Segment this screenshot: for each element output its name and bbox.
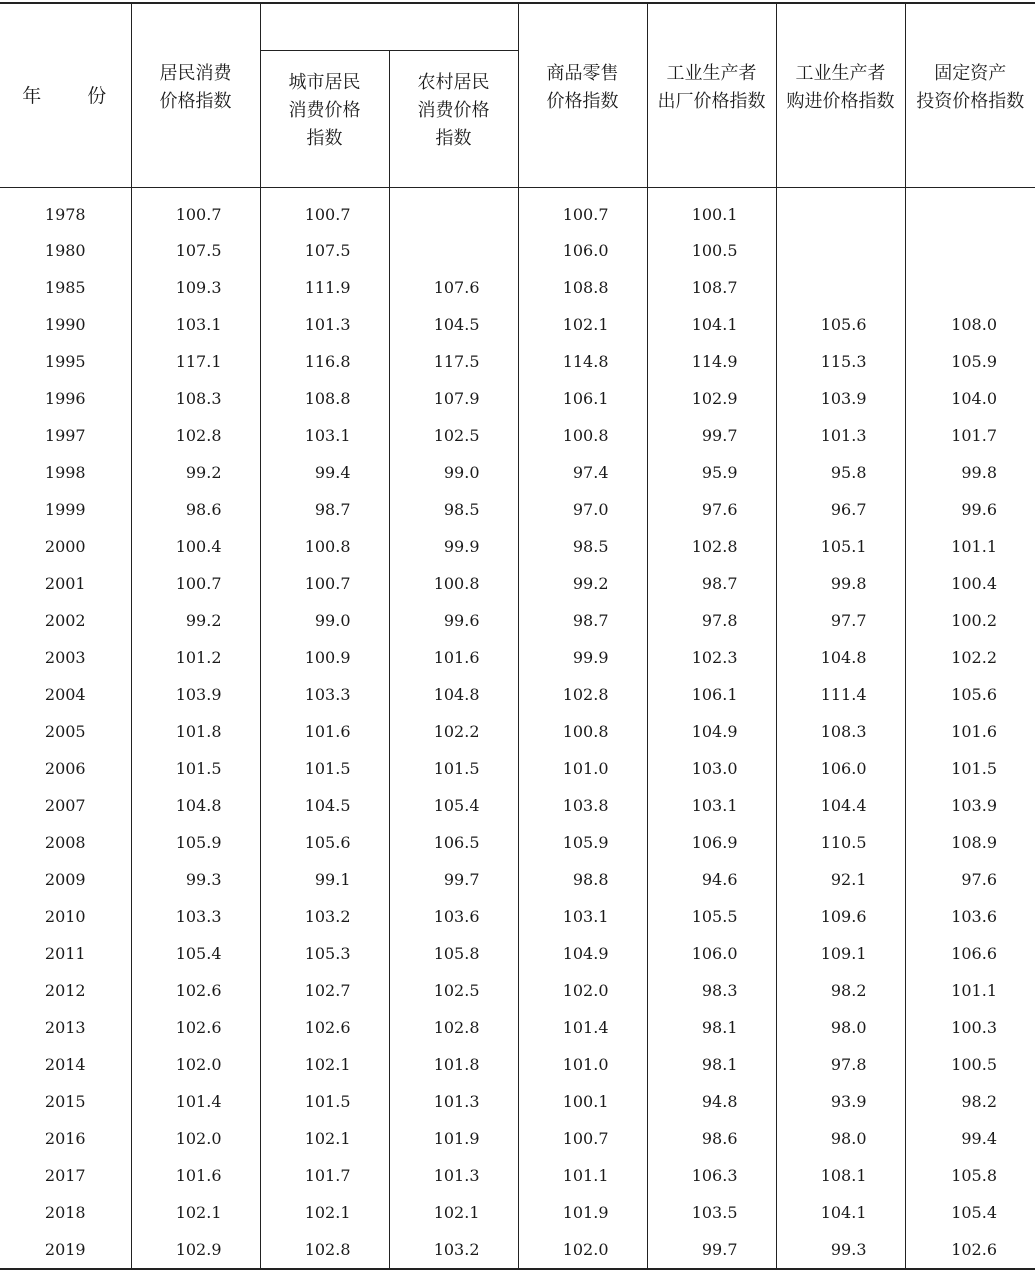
row-value-cell: 101.1	[905, 528, 1035, 565]
row-value-cell: 95.8	[776, 454, 905, 491]
table-row	[0, 188, 1035, 233]
row-value-cell: 101.9	[518, 1194, 647, 1231]
row-value-cell: 99.7	[389, 861, 518, 898]
row-value-cell: 100.2	[905, 602, 1035, 639]
row-value-cell: 102.8	[647, 528, 776, 565]
table-row	[0, 528, 1035, 565]
row-value-cell: 102.8	[260, 1231, 389, 1269]
table-row	[0, 824, 1035, 861]
row-year-cell: 2000	[44, 537, 86, 556]
row-value-cell: 102.0	[131, 1046, 260, 1083]
row-value-cell: 109.1	[776, 935, 905, 972]
row-value-cell: 98.7	[260, 491, 389, 528]
row-year-cell: 1998	[44, 463, 86, 482]
row-value-cell: 102.2	[905, 639, 1035, 676]
row-value-cell: 103.6	[389, 898, 518, 935]
row-value-cell: 105.6	[776, 306, 905, 343]
row-year-cell: 2010	[44, 907, 86, 926]
row-value-cell: 105.3	[260, 935, 389, 972]
row-value-cell: 100.7	[260, 188, 389, 233]
row-value-cell: 99.9	[518, 639, 647, 676]
row-year-cell: 2016	[44, 1129, 86, 1148]
row-value-cell: 102.6	[260, 1009, 389, 1046]
row-value-cell: 100.7	[518, 188, 647, 233]
row-value-cell	[776, 232, 905, 269]
row-value-cell: 105.4	[905, 1194, 1035, 1231]
row-value-cell: 100.7	[260, 565, 389, 602]
row-value-cell: 98.5	[518, 528, 647, 565]
row-value-cell: 102.3	[647, 639, 776, 676]
row-value-cell: 97.6	[905, 861, 1035, 898]
row-value-cell: 103.9	[776, 380, 905, 417]
row-value-cell: 102.1	[389, 1194, 518, 1231]
row-value-cell: 99.8	[905, 454, 1035, 491]
row-value-cell: 99.2	[131, 602, 260, 639]
row-value-cell: 102.1	[260, 1120, 389, 1157]
row-year-cell: 2012	[44, 981, 86, 1000]
row-value-cell: 108.9	[905, 824, 1035, 861]
row-value-cell: 102.8	[518, 676, 647, 713]
row-value-cell: 108.0	[905, 306, 1035, 343]
row-year-cell: 2017	[44, 1166, 86, 1185]
row-value-cell: 103.5	[647, 1194, 776, 1231]
row-year-cell: 2007	[44, 796, 86, 815]
table-row	[0, 639, 1035, 676]
row-value-cell: 106.3	[647, 1157, 776, 1194]
row-value-cell: 103.3	[131, 898, 260, 935]
table-row	[0, 935, 1035, 972]
row-value-cell: 105.4	[131, 935, 260, 972]
row-value-cell: 114.9	[647, 343, 776, 380]
row-value-cell: 103.1	[131, 306, 260, 343]
row-value-cell	[389, 232, 518, 269]
row-value-cell: 102.1	[518, 306, 647, 343]
row-value-cell: 101.1	[518, 1157, 647, 1194]
row-value-cell: 99.6	[389, 602, 518, 639]
row-value-cell: 101.6	[905, 713, 1035, 750]
row-value-cell: 101.5	[131, 750, 260, 787]
row-value-cell: 102.0	[518, 1231, 647, 1269]
table-row	[0, 1046, 1035, 1083]
row-value-cell: 108.3	[131, 380, 260, 417]
row-value-cell	[389, 188, 518, 233]
row-value-cell: 102.0	[131, 1120, 260, 1157]
header-rural-cpi: 农村居民 消费价格 指数	[389, 51, 518, 188]
row-value-cell: 105.4	[389, 787, 518, 824]
row-value-cell: 100.5	[647, 232, 776, 269]
row-value-cell: 105.5	[647, 898, 776, 935]
row-value-cell: 109.3	[131, 269, 260, 306]
row-year-cell: 2006	[44, 759, 86, 778]
row-value-cell: 104.8	[776, 639, 905, 676]
row-year-cell: 2013	[44, 1018, 86, 1037]
row-value-cell: 104.0	[905, 380, 1035, 417]
row-value-cell: 103.1	[518, 898, 647, 935]
row-value-cell: 111.4	[776, 676, 905, 713]
row-value-cell: 103.9	[905, 787, 1035, 824]
row-value-cell: 98.2	[905, 1083, 1035, 1120]
header-year: 年 份	[22, 84, 127, 107]
row-year-cell: 2002	[44, 611, 86, 630]
row-value-cell: 104.1	[776, 1194, 905, 1231]
table-header	[0, 3, 1035, 188]
table-row	[0, 676, 1035, 713]
row-value-cell: 102.1	[260, 1194, 389, 1231]
row-value-cell: 106.1	[647, 676, 776, 713]
row-value-cell: 101.1	[905, 972, 1035, 1009]
row-value-cell: 101.7	[260, 1157, 389, 1194]
row-value-cell: 102.0	[518, 972, 647, 1009]
row-value-cell: 94.8	[647, 1083, 776, 1120]
row-value-cell: 101.6	[389, 639, 518, 676]
row-value-cell: 101.2	[131, 639, 260, 676]
row-value-cell: 99.1	[260, 861, 389, 898]
row-value-cell: 108.1	[776, 1157, 905, 1194]
table-row	[0, 898, 1035, 935]
row-value-cell: 106.6	[905, 935, 1035, 972]
header-cpi: 居民消费 价格指数	[131, 3, 260, 188]
row-value-cell: 105.6	[905, 676, 1035, 713]
row-value-cell: 99.3	[131, 861, 260, 898]
row-value-cell: 102.9	[647, 380, 776, 417]
table-body	[0, 188, 1035, 1270]
row-value-cell: 101.0	[518, 750, 647, 787]
row-value-cell: 105.9	[518, 824, 647, 861]
row-year-cell: 2011	[44, 944, 86, 963]
row-value-cell: 103.1	[260, 417, 389, 454]
row-value-cell: 101.3	[260, 306, 389, 343]
table-row	[0, 1231, 1035, 1269]
row-value-cell: 100.8	[518, 417, 647, 454]
row-value-cell: 101.3	[776, 417, 905, 454]
row-value-cell: 99.7	[647, 1231, 776, 1269]
row-year-cell: 2003	[44, 648, 86, 667]
row-value-cell: 98.7	[518, 602, 647, 639]
row-value-cell	[905, 269, 1035, 306]
row-value-cell: 98.0	[776, 1120, 905, 1157]
row-value-cell: 93.9	[776, 1083, 905, 1120]
row-value-cell: 103.2	[260, 898, 389, 935]
row-value-cell: 100.8	[389, 565, 518, 602]
row-value-cell: 101.9	[389, 1120, 518, 1157]
header-ppi-out: 工业生产者 出厂价格指数	[647, 3, 776, 188]
table-row	[0, 1194, 1035, 1231]
row-value-cell: 97.7	[776, 602, 905, 639]
row-value-cell: 98.5	[389, 491, 518, 528]
row-value-cell: 102.1	[131, 1194, 260, 1231]
row-value-cell: 101.5	[389, 750, 518, 787]
row-value-cell: 99.2	[518, 565, 647, 602]
row-value-cell: 102.1	[260, 1046, 389, 1083]
row-value-cell: 98.1	[647, 1046, 776, 1083]
row-value-cell: 97.6	[647, 491, 776, 528]
header-retail: 商品零售 价格指数	[518, 3, 647, 188]
header-fixed-asset: 固定资产 投资价格指数	[905, 3, 1035, 188]
row-value-cell: 95.9	[647, 454, 776, 491]
row-value-cell: 106.0	[776, 750, 905, 787]
row-value-cell: 102.6	[905, 1231, 1035, 1269]
row-value-cell: 101.5	[905, 750, 1035, 787]
table-row	[0, 602, 1035, 639]
table-row	[0, 232, 1035, 269]
row-value-cell: 99.9	[389, 528, 518, 565]
row-value-cell: 98.6	[131, 491, 260, 528]
row-value-cell: 107.6	[389, 269, 518, 306]
row-value-cell: 100.4	[905, 565, 1035, 602]
row-value-cell: 98.2	[776, 972, 905, 1009]
row-value-cell: 100.1	[647, 188, 776, 233]
row-year-cell: 2018	[44, 1203, 86, 1222]
row-value-cell: 104.9	[518, 935, 647, 972]
row-value-cell: 104.8	[131, 787, 260, 824]
row-value-cell: 98.3	[647, 972, 776, 1009]
row-value-cell: 106.1	[518, 380, 647, 417]
row-value-cell: 99.0	[389, 454, 518, 491]
row-value-cell: 101.4	[131, 1083, 260, 1120]
row-year-cell: 1985	[44, 278, 86, 297]
row-value-cell: 104.8	[389, 676, 518, 713]
row-value-cell	[905, 188, 1035, 233]
row-value-cell: 98.1	[647, 1009, 776, 1046]
row-value-cell: 104.5	[389, 306, 518, 343]
row-value-cell: 107.9	[389, 380, 518, 417]
row-year-cell: 2015	[44, 1092, 86, 1111]
row-value-cell: 116.8	[260, 343, 389, 380]
row-value-cell: 106.0	[518, 232, 647, 269]
row-value-cell: 106.9	[647, 824, 776, 861]
row-value-cell: 103.2	[389, 1231, 518, 1269]
row-value-cell: 102.8	[131, 417, 260, 454]
row-value-cell: 101.8	[131, 713, 260, 750]
row-value-cell: 108.8	[518, 269, 647, 306]
row-value-cell: 100.8	[260, 528, 389, 565]
row-value-cell: 107.5	[260, 232, 389, 269]
row-value-cell: 100.1	[518, 1083, 647, 1120]
row-value-cell: 101.8	[389, 1046, 518, 1083]
table-row	[0, 1009, 1035, 1046]
row-value-cell: 98.8	[518, 861, 647, 898]
row-value-cell: 104.4	[776, 787, 905, 824]
row-year-cell: 2009	[44, 870, 86, 889]
row-value-cell: 104.1	[647, 306, 776, 343]
row-year-cell: 1996	[44, 389, 86, 408]
row-value-cell: 117.5	[389, 343, 518, 380]
row-value-cell	[776, 269, 905, 306]
row-year-cell: 2014	[44, 1055, 86, 1074]
row-value-cell: 101.3	[389, 1157, 518, 1194]
row-value-cell: 102.6	[131, 1009, 260, 1046]
row-value-cell: 106.5	[389, 824, 518, 861]
row-value-cell: 98.0	[776, 1009, 905, 1046]
row-value-cell: 100.5	[905, 1046, 1035, 1083]
row-value-cell: 103.3	[260, 676, 389, 713]
row-value-cell: 99.0	[260, 602, 389, 639]
row-value-cell: 105.8	[905, 1157, 1035, 1194]
row-value-cell: 98.6	[647, 1120, 776, 1157]
row-year-cell: 2008	[44, 833, 86, 852]
table-row	[0, 750, 1035, 787]
table-row	[0, 972, 1035, 1009]
row-value-cell: 102.6	[131, 972, 260, 1009]
row-value-cell: 101.4	[518, 1009, 647, 1046]
row-year-cell: 1999	[44, 500, 86, 519]
row-value-cell: 99.8	[776, 565, 905, 602]
row-value-cell: 105.6	[260, 824, 389, 861]
table-row	[0, 565, 1035, 602]
row-value-cell: 100.9	[260, 639, 389, 676]
row-year-cell: 1997	[44, 426, 86, 445]
row-value-cell: 105.1	[776, 528, 905, 565]
row-year-cell: 2004	[44, 685, 86, 704]
table-row	[0, 1120, 1035, 1157]
table-row	[0, 491, 1035, 528]
row-year-cell: 1980	[44, 241, 86, 260]
table-row	[0, 861, 1035, 898]
row-value-cell: 101.0	[518, 1046, 647, 1083]
row-value-cell: 101.5	[260, 750, 389, 787]
row-value-cell: 108.3	[776, 713, 905, 750]
row-value-cell: 105.9	[905, 343, 1035, 380]
row-value-cell: 103.6	[905, 898, 1035, 935]
table-row	[0, 417, 1035, 454]
table-row	[0, 380, 1035, 417]
row-value-cell: 117.1	[131, 343, 260, 380]
price-index-table	[0, 2, 1035, 1270]
row-value-cell: 101.6	[131, 1157, 260, 1194]
row-year-cell: 1978	[44, 204, 86, 224]
row-value-cell: 114.8	[518, 343, 647, 380]
row-value-cell: 99.3	[776, 1231, 905, 1269]
row-value-cell: 100.7	[131, 188, 260, 233]
header-urban-cpi: 城市居民 消费价格 指数	[260, 51, 389, 188]
row-year-cell: 2001	[44, 574, 86, 593]
row-value-cell: 96.7	[776, 491, 905, 528]
table-row	[0, 787, 1035, 824]
row-value-cell: 102.5	[389, 417, 518, 454]
row-value-cell: 100.8	[518, 713, 647, 750]
table-row	[0, 343, 1035, 380]
row-value-cell: 102.5	[389, 972, 518, 1009]
row-value-cell: 101.3	[389, 1083, 518, 1120]
row-value-cell: 100.4	[131, 528, 260, 565]
row-value-cell: 103.8	[518, 787, 647, 824]
table-row	[0, 269, 1035, 306]
table-row	[0, 713, 1035, 750]
row-value-cell: 97.8	[776, 1046, 905, 1083]
table-row	[0, 306, 1035, 343]
table-row	[0, 1083, 1035, 1120]
row-value-cell: 101.5	[260, 1083, 389, 1120]
row-value-cell: 100.7	[518, 1120, 647, 1157]
row-value-cell	[905, 232, 1035, 269]
row-value-cell: 103.0	[647, 750, 776, 787]
table-row	[0, 1157, 1035, 1194]
row-value-cell: 102.8	[389, 1009, 518, 1046]
row-value-cell: 105.8	[389, 935, 518, 972]
row-value-cell: 110.5	[776, 824, 905, 861]
row-value-cell: 94.6	[647, 861, 776, 898]
row-value-cell: 99.7	[647, 417, 776, 454]
row-value-cell: 115.3	[776, 343, 905, 380]
header-cpi-breakdown-spacer	[260, 3, 518, 51]
row-value-cell: 108.7	[647, 269, 776, 306]
row-value-cell	[776, 188, 905, 233]
row-value-cell: 99.6	[905, 491, 1035, 528]
row-year-cell: 2019	[44, 1240, 86, 1259]
row-value-cell: 106.0	[647, 935, 776, 972]
row-value-cell: 102.2	[389, 713, 518, 750]
row-value-cell: 92.1	[776, 861, 905, 898]
row-value-cell: 101.6	[260, 713, 389, 750]
row-value-cell: 102.7	[260, 972, 389, 1009]
row-value-cell: 103.9	[131, 676, 260, 713]
row-value-cell: 102.9	[131, 1231, 260, 1269]
row-value-cell: 99.2	[131, 454, 260, 491]
row-value-cell: 104.5	[260, 787, 389, 824]
row-value-cell: 97.0	[518, 491, 647, 528]
row-value-cell: 97.4	[518, 454, 647, 491]
header-ppi-in: 工业生产者 购进价格指数	[776, 3, 905, 188]
row-value-cell: 99.4	[905, 1120, 1035, 1157]
row-value-cell: 99.4	[260, 454, 389, 491]
row-year-cell: 1995	[44, 352, 86, 371]
row-value-cell: 100.7	[131, 565, 260, 602]
row-value-cell: 108.8	[260, 380, 389, 417]
row-year-cell: 2005	[44, 722, 86, 741]
row-value-cell: 98.7	[647, 565, 776, 602]
row-value-cell: 103.1	[647, 787, 776, 824]
table-row	[0, 454, 1035, 491]
row-value-cell: 97.8	[647, 602, 776, 639]
row-value-cell: 101.7	[905, 417, 1035, 454]
row-value-cell: 105.9	[131, 824, 260, 861]
row-value-cell: 100.3	[905, 1009, 1035, 1046]
row-value-cell: 107.5	[131, 232, 260, 269]
row-year-cell: 1990	[44, 315, 86, 334]
row-value-cell: 111.9	[260, 269, 389, 306]
row-value-cell: 109.6	[776, 898, 905, 935]
row-value-cell: 104.9	[647, 713, 776, 750]
